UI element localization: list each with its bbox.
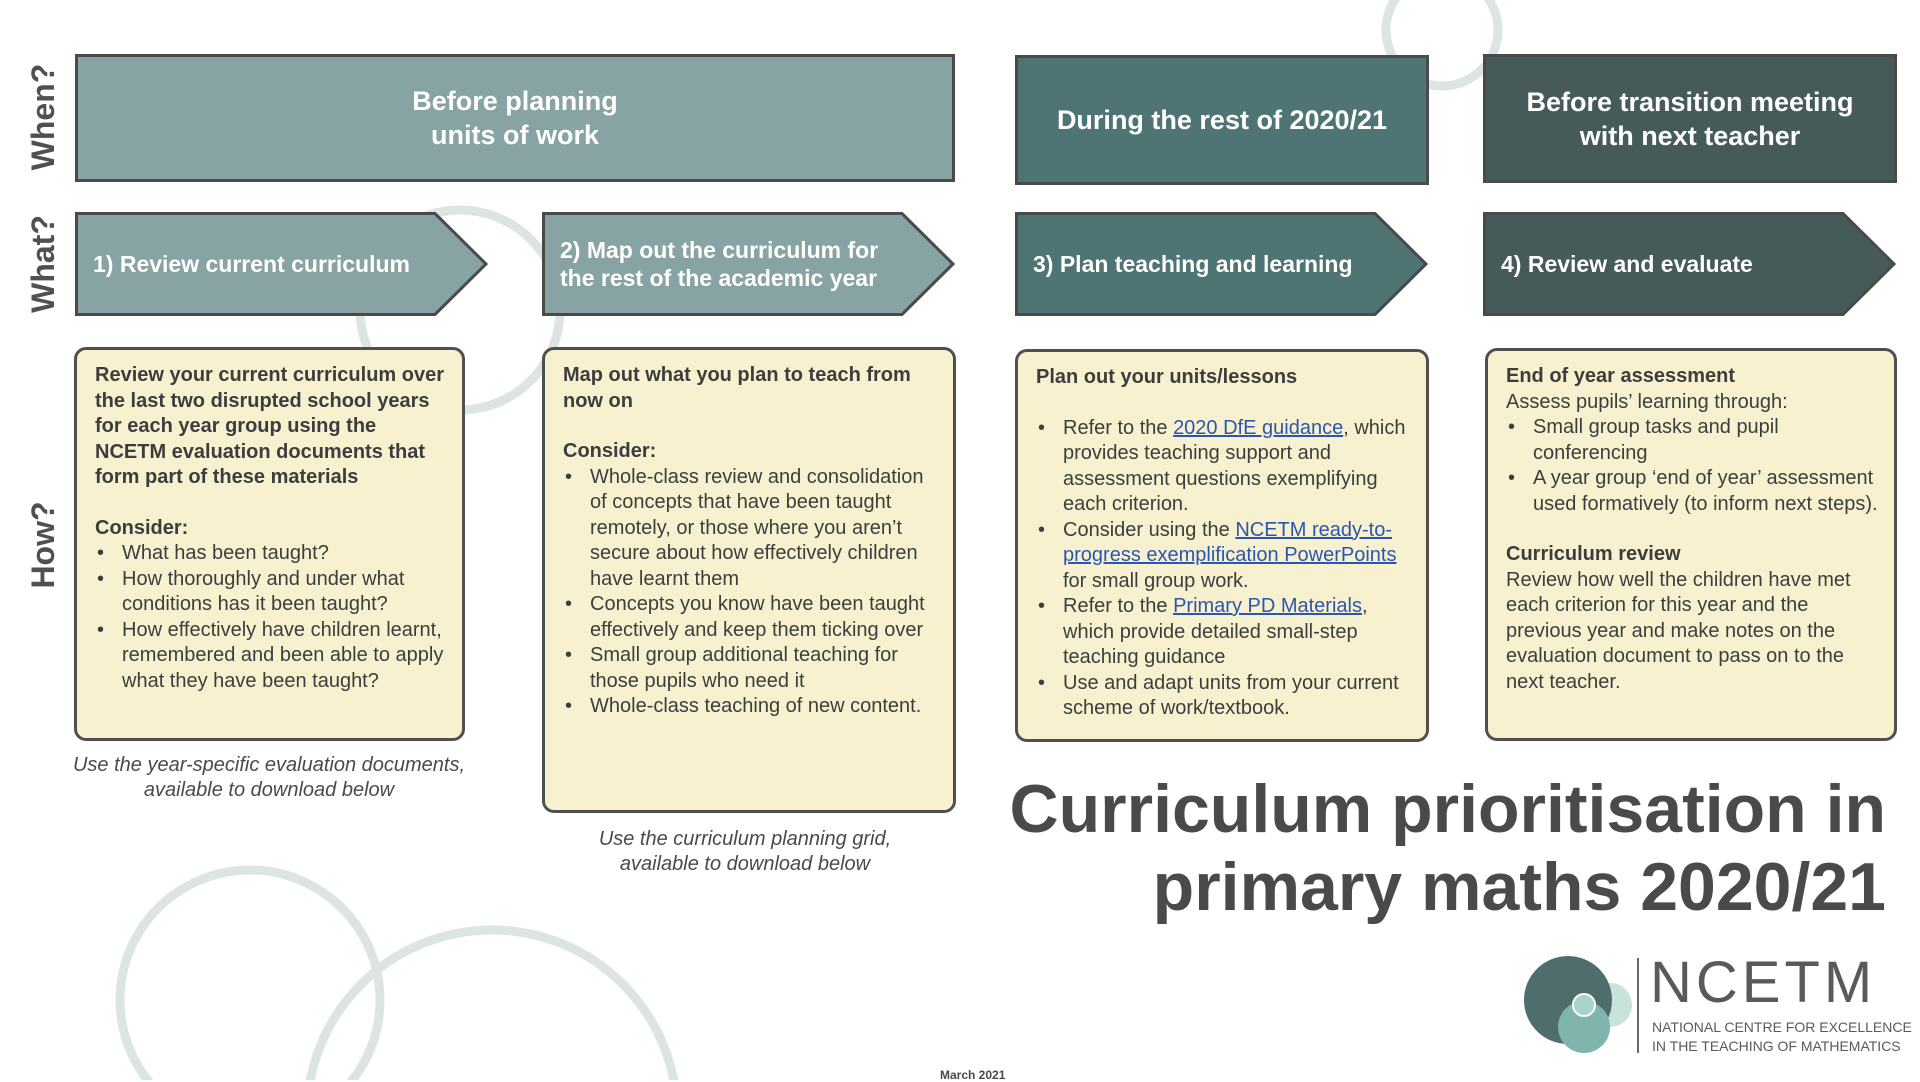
list-item: • Whole-class teaching of new content. (563, 694, 937, 720)
how4-list (1506, 415, 1878, 517)
how3-list (1036, 416, 1410, 722)
step2-label: 2) Map out the curriculum for the rest of the academic year (560, 237, 879, 291)
how1-list (95, 541, 446, 694)
list-item: • Whole-class review and consolidation of concepts that have been taught remotely, or those where you aren’t secure about how effectively children have learnt them (563, 465, 937, 593)
list-item: • How thoroughly and under what conditions has it been taught? (95, 567, 446, 618)
list-item: • A year group ‘end of year’ assessment used formatively (to inform next steps). (1506, 466, 1878, 517)
item-text: Consider using the (1063, 518, 1236, 541)
how2-consider: Consider: (563, 440, 657, 462)
when-rest-of-year: During the rest of 2020/21 (1015, 55, 1429, 185)
how2-intro: Map out what you plan to teach from now on (563, 364, 911, 412)
ncetm-powerpoints-link[interactable]: NCETM ready-to-progress exemplification PowerPoints (1063, 518, 1397, 566)
step1-label: 1) Review current curriculum (93, 251, 410, 277)
caption-planning-grid: Use the curriculum planning grid, available to download below (598, 828, 892, 875)
list-item: • Small group tasks and pupil conferencing (1506, 415, 1878, 466)
step1-arrow (75, 212, 489, 316)
list-item (1036, 416, 1410, 518)
logo-name: NCETM (1650, 950, 1877, 1015)
when-row-label: When? (25, 63, 61, 171)
step3-label: 3) Plan teaching and learning (1033, 251, 1353, 277)
how1-intro: Review your current curriculum over the last two disrupted school years for each year group using the NCETM evaluation documents that form part of these materials (95, 364, 445, 488)
list-item: • Concepts you know have been taught effectively and keep them ticking over (563, 592, 937, 643)
item-text: Refer to the (1063, 595, 1174, 617)
caption-evaluation-documents: Use the year-specific evaluation documents, available to download below (72, 754, 466, 801)
list-item (1036, 594, 1410, 671)
footer-date: March 2021 (940, 1068, 1006, 1082)
when-before-transition: Before transition meeting with next teacher (1483, 54, 1897, 183)
how-box-evaluate (1485, 348, 1897, 741)
how-box-map-out (542, 347, 956, 813)
how2-list (563, 465, 937, 720)
item-text: , which provides teaching support and assessment questions exemplifying each criterion. (1063, 416, 1406, 515)
logo-tagline: NATIONAL CENTRE FOR EXCELLENCE IN THE TEACHING OF MATHEMATICS (1652, 1019, 1912, 1054)
how4-heading2: Curriculum review (1506, 543, 1681, 565)
dfe-guidance-link[interactable]: 2020 DfE guidance (1173, 416, 1344, 439)
how-box-review (74, 347, 465, 741)
how4-heading: End of year assessment (1506, 365, 1735, 387)
list-item: • Use and adapt units from your current scheme of work/textbook. (1036, 671, 1410, 722)
step4-arrow (1483, 212, 1897, 316)
item-text: Refer to the (1063, 416, 1174, 439)
page-title: Curriculum prioritisation in primary maths 2020/21 (1009, 771, 1886, 925)
list-item (1036, 518, 1410, 595)
item-text: for small group work. (1063, 569, 1249, 592)
step3-arrow (1015, 212, 1429, 316)
ncetm-logo-icon (1522, 955, 1634, 1055)
what-row-label: What? (25, 215, 61, 313)
list-item: • What has been taught? (95, 541, 446, 567)
list-item: • How effectively have children learnt, remembered and been able to apply what they have been taught? (95, 618, 446, 695)
step4-label: 4) Review and evaluate (1501, 251, 1753, 277)
step2-arrow (542, 212, 956, 316)
how-row-label: How? (25, 501, 61, 589)
primary-pd-materials-link[interactable]: Primary PD Materials (1173, 595, 1362, 617)
how1-consider: Consider: (95, 516, 189, 539)
when-before-planning: Before planning units of work (75, 54, 955, 182)
how3-heading: Plan out your units/lessons (1036, 366, 1298, 388)
list-item: • Small group additional teaching for those pupils who need it (563, 643, 937, 694)
logo-divider (1637, 958, 1639, 1053)
how-box-plan (1015, 349, 1429, 742)
how4-intro: Assess pupils’ learning through: (1506, 390, 1788, 413)
how4-review: Review how well the children have met each criterion for this year and the previous year and make notes on the evaluation document to pass on to the next teacher. (1506, 568, 1851, 693)
item-text: , which provide detailed small-step teaching guidance (1063, 595, 1368, 668)
